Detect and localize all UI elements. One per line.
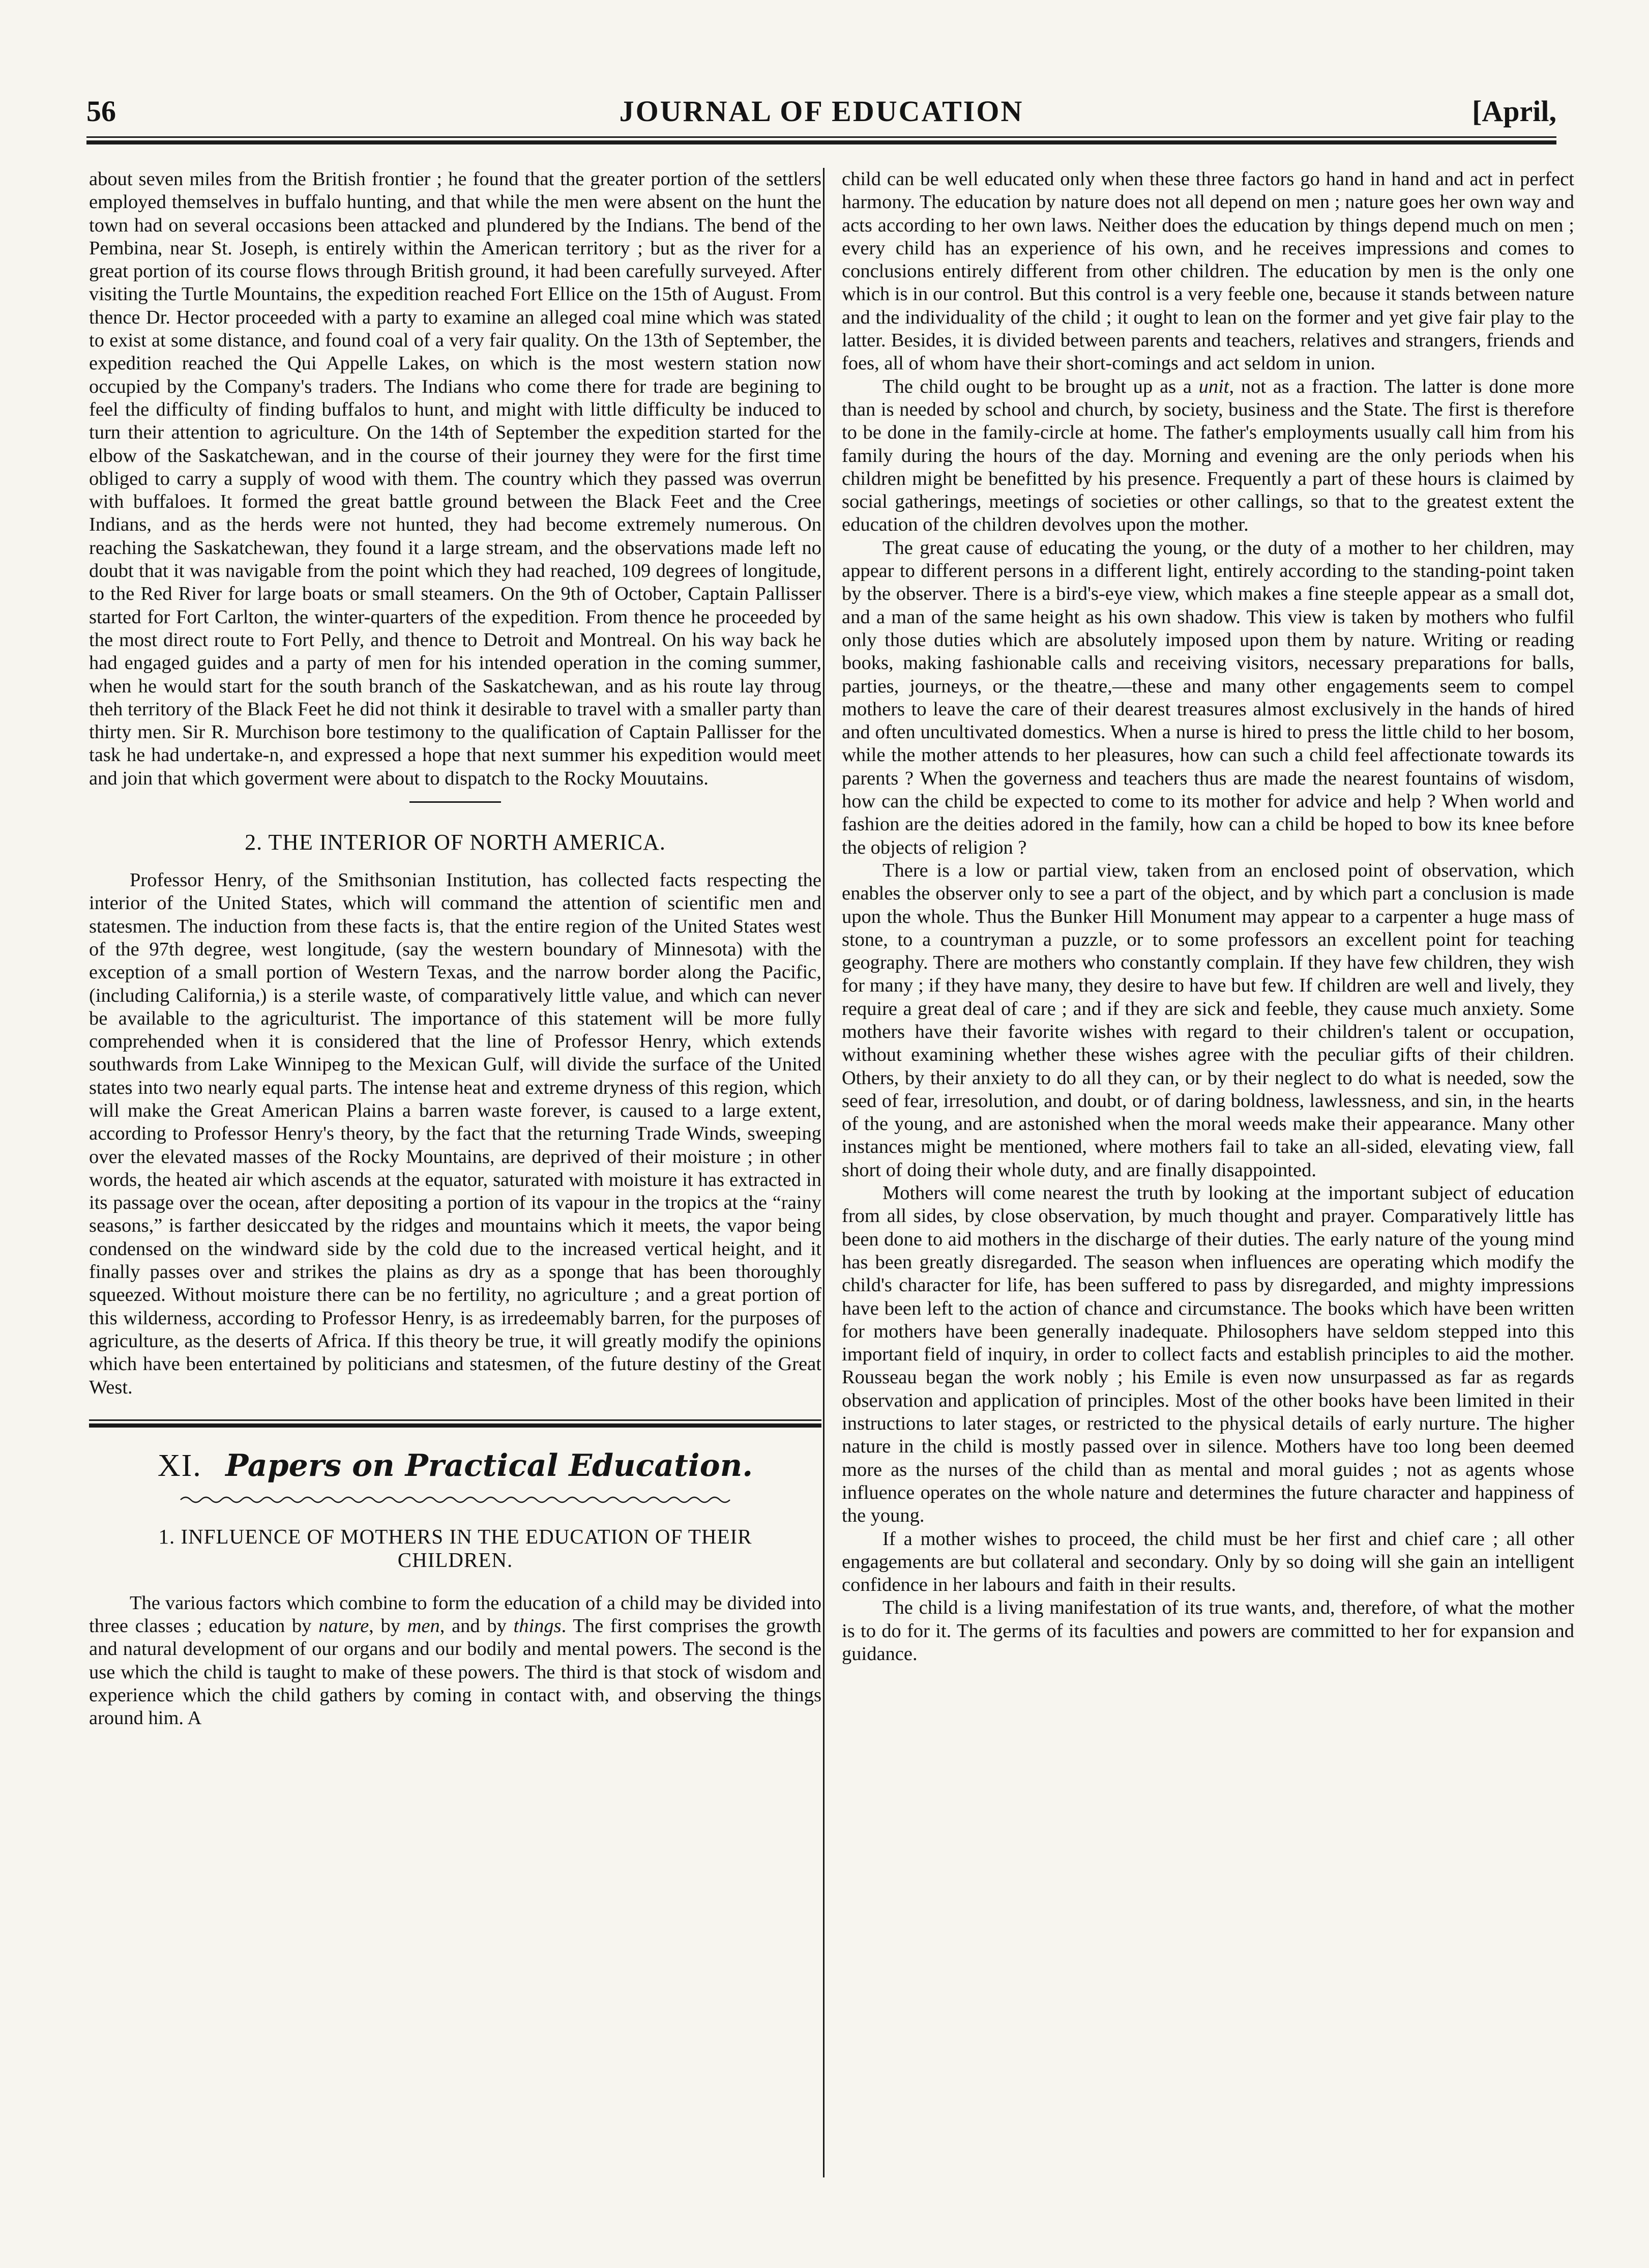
paragraph-unit bbox=[842, 375, 1574, 537]
text-run: The various factors which combine to form the education of a child may be divided into three classes ; education by bbox=[89, 1592, 821, 1637]
chapter-title: Papers on Practical Education. bbox=[225, 1447, 753, 1484]
paragraph-proceed: If a mother wishes to proceed, the child must be her first and chief care ; all other engagements are but collateral and secondary. Only by so doing will she gain an intelligent confidence in her labours and faith in their results. bbox=[842, 1528, 1574, 1596]
text-run: The child ought to be brought up as a bbox=[882, 375, 1199, 397]
chapter-rule-thin bbox=[89, 1419, 821, 1421]
running-header bbox=[86, 94, 1556, 130]
right-column bbox=[842, 168, 1574, 1666]
section-separator bbox=[409, 801, 501, 803]
chapter-number: XI. bbox=[157, 1448, 202, 1483]
text-run: , not as a fraction. The latter is done more than is needed by school and church, by society, business and the State. The first is therefore to be done in the family-circle at home. The father's employments usually call him from his family during the hours of the day. Morning and evening are the only periods when his children might be benefitted by his presence. Frequently a part of these hours is claimed by social gatherings, meetings of societies or other callings, so that to the greatest extent the education of the children devolves upon the mother. bbox=[842, 375, 1574, 536]
page-number: 56 bbox=[86, 95, 116, 128]
text-run: . The first comprises the growth and natural development of our organs and our bodily and mental powers. The second is the use which the child is taught to make of these powers. The third is that stock of wisdom and experience which the child gathers by coming in contact with, and observing the things around him. A bbox=[89, 1615, 822, 1729]
emphasis-things: things bbox=[513, 1615, 562, 1637]
paragraph-living-manifestation: The child is a living manifestation of its true wants, and, therefore, of what the mother is to do for it. The germs of its faculties and powers are committed to her for expansion and guidance. bbox=[842, 1597, 1574, 1665]
paragraph-partial-view: There is a low or partial view, taken from an enclosed point of observation, which enables the observer only to see a part of the object, and by which part a conclusion is made upon the whole. Thus the Bunker Hill Monument may appear to a carpenter a huge mass of stone, to a countryman a puzzle, or to some professors an excellent point for teaching geography. There are mothers who constantly complain. If they have few children, they wish for many ; if they have many, they desire to have but few. If children are well and lively, they require a great deal of care ; and if they are sick and feeble, they cause much anxiety. Some mothers have their favorite wishes with regard to their children's talent or occupation, without examining whether these wishes agree with the peculiar gifts of their children. Others, by their anxiety to do all they can, or by their neglect to do what is needed, sow the seed of fear, irresolution, and doubt, or of daring boldness, lawlessness, and sin, in the hearts of the young, and are astonished when the moral weeds make their appearance. Many other instances might be mentioned, where mothers fail to take an all-sided, elevating view, fall short of doing their whole duty, and are finally disappointed. bbox=[842, 859, 1574, 1181]
column-divider bbox=[823, 168, 825, 2177]
emphasis-nature: nature bbox=[318, 1615, 369, 1637]
left-column bbox=[89, 168, 821, 1730]
emphasis-men: men bbox=[407, 1615, 440, 1637]
paragraph-expedition: about seven miles from the British frontier ; he found that the greater portion of the settlers employed themselves in buffalo hunting, and that while the men were absent on the hunt the town had on several occasions been attacked and plundered by the Indians. The bend of the Pembina, near St. Joseph, is entirely within the American territory ; but as the river for a great portion of its course flows through British ground, it had been carefully surveyed. After visiting the Turtle Mountains, the expedition reached Fort Ellice on the 15th of August. From thence Dr. Hector proceeded with a party to examine an alleged coal mine which was stated to exist at some distance, and found coal of a very fair quality. On the 13th of September, the expedition reached the Qui Appelle Lakes, on which is the most western station now occupied by the Company's traders. The Indians who come there for trade are begining to feel the difficulty of finding buffalos to hunt, and might with little difficulty be induced to turn their attention to agriculture. On the 14th of September the expedition started for the elbow of the Saskatchewan, and in the course of their journey they were for the first time obliged to carry a supply of wood with them. The country which they passed was overrun with buffaloes. It formed the great battle ground between the Black Feet and the Cree Indians, and as the herds were not hunted, they had become extremely numerous. On reaching the Saskatchewan, they found it a large stream, and the observations made left no doubt that it was navigable from the point which they had reached, 109 degrees of longitude, to the Red River for large boats or small steamers. On the 9th of October, Captain Pallisser started for Fort Carlton, the winter-quarters of the expedition. From thence he proceeded by the most direct route to Fort Pelly, and thence to Detroit and Montreal. On his way back he had engaged guides and a party of men for his intended operation in the coming summer, when he would start for the south branch of the Saskatchewan, and as his route lay throug theh territory of the Black Feet he did not think it desirable to travel with a smaller party than thirty men. Sir R. Murchison bore testimony to the qualification of Captain Pallisser for the task he had undertake-n, and expressed a hope that next summer his expedition would meet and join that which goverment were about to dispatch to the Rocky Mouutains. bbox=[89, 168, 821, 789]
running-month: [April, bbox=[1472, 95, 1556, 128]
chapter-heading bbox=[89, 1448, 821, 1484]
paragraph-harmony: child can be well educated only when these three factors go hand in hand and act in perfect harmony. The education by nature does not all depend on men ; nature goes her own way and acts according to her own laws. Neither does the education by things depend much on men ; every child has an experience of his own, and he receives impressions and comes to conclusions entirely different from other children. The education by men is the only one which is in our control. But this control is a very feeble one, because it stands between nature and the individuality of the child ; it ought to lean on the former and yet give fair play to the latter. Besides, it is divided between parents and teachers, relatives and strangers, friends and foes, all of whom have their short-comings and act seldom in union. bbox=[842, 168, 1574, 374]
paragraph-truth: Mothers will come nearest the truth by looking at the important subject of education from all sides, by close observation, by much thought and prayer. Comparatively little has been done to aid mothers in the discharge of their duties. The early nature of the young mind has been greatly disregarded. The season when influences are operating which modify the child's character for life, has been suffered to pass by disregarded, and mighty impressions have been left to the action of chance and circumstance. The books which have been written for mothers have been generally inadequate. Philosophers have seldom stepped into this important field of inquiry, in order to collect facts and establish principles to aid the mother. Rousseau began the work nobly ; his Emile is even now unsurpassed as far as regards observation and application of principles. Most of the other books have been limited in their instructions to later stages, or restricted to the physical details of early nurture. The higher nature in the child is mostly passed over in silence. Mothers have too long been deemed more as the nurses of the child than as mental and moral guides ; not as agents whose influence operates on the whole nature and determines the future character and happiness of the young. bbox=[842, 1182, 1574, 1527]
subsection-heading-mothers: 1. INFLUENCE OF MOTHERS IN THE EDUCATION OF THEIR CHILDREN. bbox=[158, 1524, 752, 1572]
section-heading-interior: 2. THE INTERIOR OF NORTH AMERICA. bbox=[245, 830, 666, 855]
header-rule-thick bbox=[86, 140, 1556, 144]
wavy-ornament bbox=[89, 1494, 821, 1506]
text-run: , by bbox=[369, 1615, 407, 1637]
journal-title: JOURNAL OF EDUCATION bbox=[619, 95, 1024, 128]
text-run: , and by bbox=[439, 1615, 514, 1637]
header-rule-thin bbox=[86, 136, 1556, 138]
paragraph-great-cause: The great cause of educating the young, or the duty of a mother to her children, may appear to different persons in a different light, entirely according to the standing-point taken by the observer. There is a bird's-eye view, which makes a fine steeple appear as a small dot, and a man of the same height as his own shadow. This view is taken by mothers who fulfil only those duties which are absolutely imposed upon them by nature. Writing or reading books, making fashionable calls and receiving visitors, necessary preparations for balls, parties, journeys, or the theatre,—these and many other engagements seem to compel mothers to leave the care of their dearest treasures almost exclusively in the hands of hired and often uncultivated domestics. When a nurse is hired to press the little child to her bosom, while the mother attends to her pleasures, how can such a child feel affectionate towards its parents ? When the governess and teachers thus are made the nearest fountains of wisdom, how can the child be expected to come to its mother for advice and help ? When world and fashion are the deities adored in the family, how can a child be hoped to bow its knee before the objects of religion ? bbox=[842, 537, 1574, 858]
paragraph-factors bbox=[89, 1592, 821, 1730]
paragraph-interior: Professor Henry, of the Smithsonian Institution, has collected facts respecting the interior of the United States, which will command the attention of scientific men and statesmen. The induction from these facts is, that the entire region of the United States west of the 97th degree, west longitude, (say the western boundary of Minnesota) with the exception of a small portion of Western Texas, and the narrow border along the Pacific, (including California,) is a sterile waste, of comparatively little value, and which can never be available to the agriculturist. The importance of this statement will be more fully comprehended when it is considered that the line of Professor Henry, which extends southwards from Lake Winnipeg to the Mexican Gulf, will divide the surface of the United states into two nearly equal parts. The intense heat and extreme dryness of this region, which will make the Great American Plains a barren waste forever, is caused to a large extent, according to Professor Henry's theory, by the fact that the returning Trade Winds, sweeping over the elevated masses of the Rocky Mountains, are deprived of their moisture ; in other words, the heated air which ascends at the equator, saturated with moisture it has extracted in its passage over the ocean, after depositing a portion of its vapour in the tropics at the “rainy seasons,” is farther desiccated by the ridges and mountains which it meets, the vapor being condensed on the windward side by the cold due to the increased vertical height, and it finally passes over and strikes the plains as dry as a sponge that has been thoroughly squeezed. Without moisture there can be no fertility, no agriculture ; and a great portion of this wilderness, according to Professor Henry, is as irredeemably barren, for the purposes of agriculture, as the deserts of Africa. If this theory be true, it will greatly modify the opinions which have been entertained by politicians and statesmen, of the future destiny of the Great West. bbox=[89, 869, 821, 1398]
emphasis-unit: unit bbox=[1198, 375, 1229, 397]
chapter-rule-thick bbox=[89, 1423, 821, 1428]
